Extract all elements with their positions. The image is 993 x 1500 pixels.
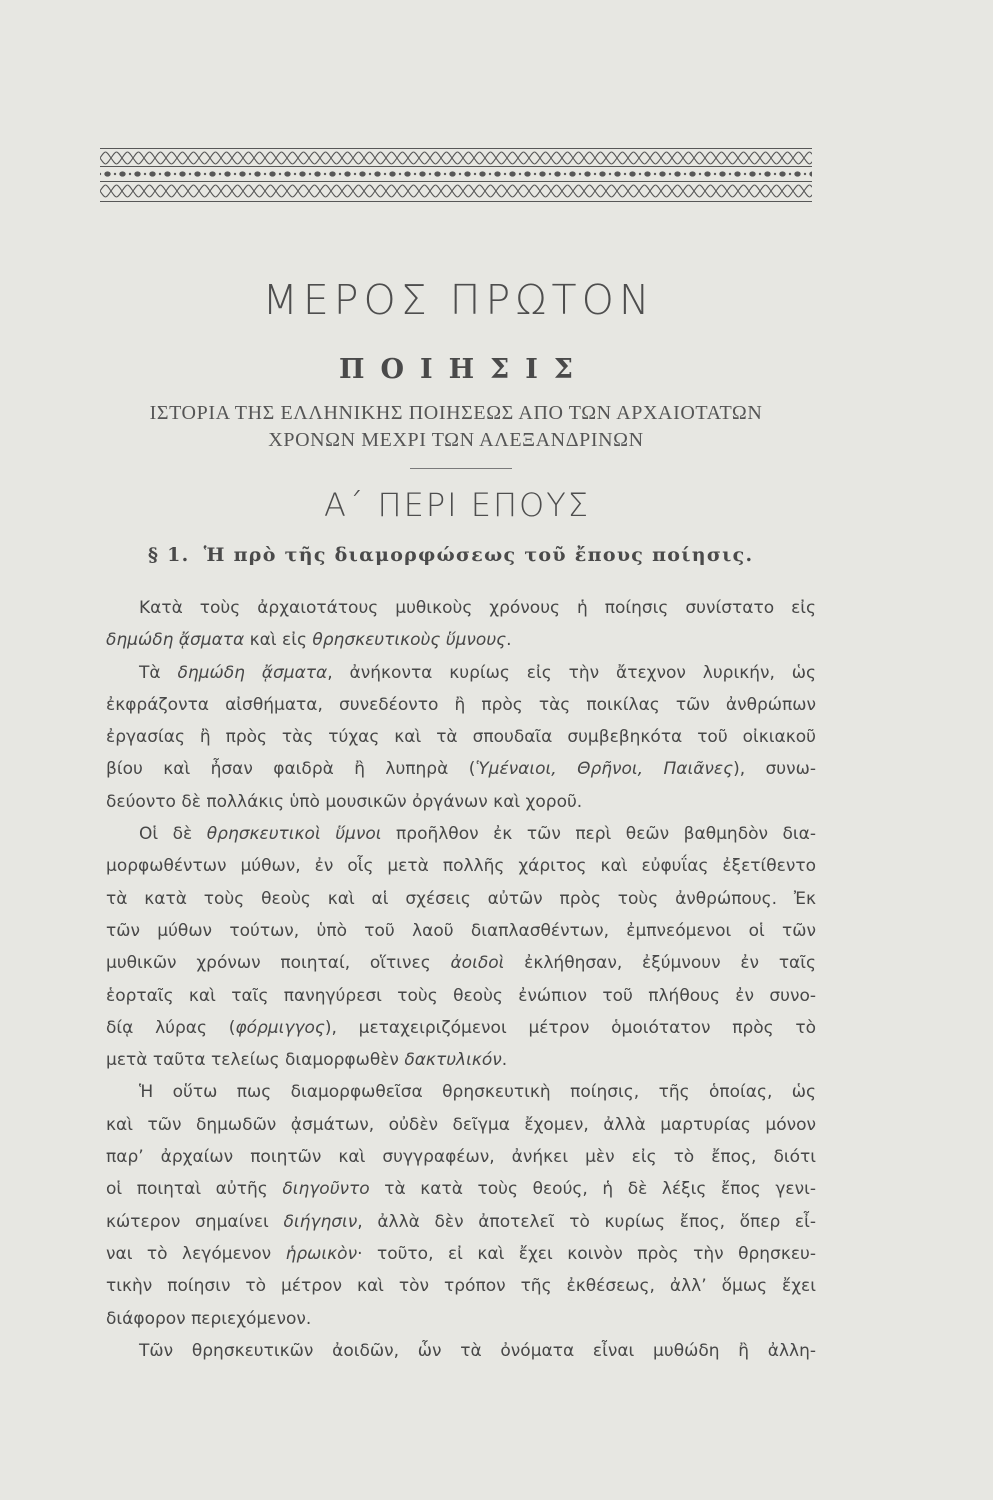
- text-run: Οἱ δὲ: [139, 824, 207, 845]
- emphasized-term: δημώδη ᾄσματα: [177, 662, 328, 683]
- text-line: [106, 1335, 816, 1367]
- text-line: [106, 592, 816, 624]
- divider-rule: [410, 468, 512, 469]
- text-line: [106, 689, 816, 721]
- text-run: δεύοντο δὲ πολλάκις ὑπὸ μουσικῶν ὀργάνων καὶ χοροῦ.: [106, 791, 583, 812]
- emphasized-term: δημώδη ᾄσματα: [106, 630, 245, 651]
- text-run: ), μεταχειριζόμενοι μέτρον ὁμοιότατον πρὸς τὸ: [324, 1017, 817, 1038]
- text-run: ἐκλήθησαν, ἐξύμνουν ἐν ταῖς: [504, 953, 816, 974]
- text-run: , ἀνήκοντα κυρίως εἰς τὴν ἄτεχνον λυρικήν, ὡς: [327, 662, 817, 683]
- text-line: [106, 753, 816, 785]
- text-run: , ἀλλὰ δὲν ἀποτελεῖ τὸ κυρίως ἔπος, ὅπερ εἶ-: [357, 1211, 817, 1232]
- text-line: [106, 980, 816, 1012]
- text-run: .: [501, 1050, 508, 1071]
- text-run: Κατὰ τοὺς ἀρχαιοτάτους μυθικοὺς χρόνους ἡ ποίησις συνίστατο εἰς: [139, 598, 816, 618]
- paragraph: [106, 1335, 816, 1367]
- text-line: [106, 1206, 816, 1238]
- text-run: μετὰ ταῦτα τελείως διαμορφωθὲν: [106, 1050, 405, 1071]
- text-run: Τὰ: [139, 662, 178, 683]
- text-run: δίᾳ λύρας (: [106, 1017, 236, 1038]
- emphasized-term: φόρμιγγος: [235, 1017, 325, 1038]
- text-run: μορφωθέντων μύθων, ἐν οἷς μετὰ πολλῆς χάριτος καὶ εὐφυΐας ἐξετίθεντο: [106, 856, 816, 877]
- text-line: [106, 721, 816, 753]
- text-run: Ἡ οὕτω πως διαμορφωθεῖσα θρησκευτικὴ ποίησις, τῆς ὁποίας, ὡς: [139, 1082, 816, 1103]
- text-run: διάφορον περιεχόμενον.: [106, 1308, 312, 1329]
- text-run: ἑορταῖς καὶ ταῖς πανηγύρεσι τοὺς θεοὺς ἐνώπιον τοῦ πλήθους ἐν συνο-: [106, 985, 816, 1006]
- text-line: [106, 883, 816, 915]
- text-line: [106, 1238, 816, 1270]
- text-run: ), συνω-: [733, 759, 817, 780]
- text-line: [106, 1076, 816, 1108]
- text-run: Τῶν θρησκευτικῶν ἀοιδῶν, ὧν τὰ ὀνόματα εἶναι μυθώδη ἢ ἀλλη-: [139, 1340, 816, 1361]
- text-run: ἐκφράζοντα αἰσθήματα, συνεδέοντο ἢ πρὸς τὰς ποικίλας τῶν ἀνθρώπων: [106, 694, 816, 715]
- text-line: [106, 1270, 816, 1302]
- text-run: τὰ κατὰ τοὺς θεούς, ἡ δὲ λέξις ἔπος γενι-: [369, 1179, 816, 1200]
- part-title: ΜΕΡΟΣ ΠΡΩΤΟΝ: [262, 276, 655, 324]
- emphasized-term: διηγοῦντο: [282, 1179, 370, 1200]
- paragraph-heading: [148, 539, 753, 571]
- text-run: βίου καὶ ἦσαν φαιδρὰ ἢ λυπηρὰ (: [106, 759, 476, 780]
- text-run: μυθικῶν χρόνων ποιηταί, οἵτινες: [106, 953, 451, 974]
- text-line: [106, 786, 816, 818]
- chapter-title: Α΄ ΠΕΡΙ ΕΠΟΥΣ: [324, 486, 590, 524]
- text-run: · τοῦτο, εἰ καὶ ἔχει κοινὸν πρὸς τὴν θρησκευ-: [357, 1243, 816, 1264]
- text-line: [106, 947, 816, 979]
- text-run: τῶν μύθων τούτων, ὑπὸ τοῦ λαοῦ διαπλασθέντων, ἐμπνεόμενοι οἱ τῶν: [106, 920, 816, 941]
- section-title: ΠΟΙΗΣΙΣ: [339, 354, 589, 385]
- text-line: [106, 850, 816, 882]
- text-line: [106, 1012, 816, 1044]
- text-run: ναι τὸ λεγόμενον: [106, 1243, 286, 1264]
- emphasized-term: θρησκευτικοὶ ὕμνοι: [206, 824, 382, 845]
- text-line: [106, 818, 816, 850]
- text-run: τὰ κατὰ τοὺς θεοὺς καὶ αἱ σχέσεις αὐτῶν πρὸς τοὺς ἀνθρώπους. Ἐκ: [106, 888, 816, 909]
- emphasized-term: ἀοιδοὶ: [450, 953, 505, 974]
- text-line: [106, 624, 816, 656]
- subtitle-line: ΧΡΟΝΩΝ ΜΕΧΡΙ ΤΩΝ ΑΛΕΞΑΝΔΡΙΝΩΝ: [268, 429, 644, 451]
- ornament-wave-lower: [100, 184, 812, 198]
- text-run: τικὴν ποίησιν τὸ μέτρον καὶ τὸν τρόπον τῆς ἐκθέσεως, ἀλλ’ ὅμως ἔχει: [106, 1276, 816, 1297]
- text-run: ἐργασίας ἢ πρὸς τὰς τύχας καὶ τὰ σπουδαῖα συμβεβηκότα τοῦ οἰκιακοῦ: [106, 727, 816, 748]
- text-line: [106, 1303, 816, 1335]
- text-run: οἱ ποιηταὶ αὐτῆς: [106, 1179, 283, 1200]
- emphasized-term: δακτυλικόν: [404, 1050, 502, 1071]
- ornament-wave-upper: [100, 151, 812, 165]
- emphasized-term: ἡρωικὸν: [285, 1243, 358, 1264]
- text-run: προῆλθον ἐκ τῶν περὶ θεῶν βαθμηδὸν δια-: [381, 824, 816, 845]
- emphasized-term: διήγησιν: [283, 1211, 358, 1232]
- paragraph-title: Ἡ πρὸ τῆς διαμορφώσεως τοῦ ἔπους ποίησις.: [203, 544, 754, 566]
- ornamental-header-band: [100, 147, 812, 205]
- text-run: παρ’ ἀρχαίων ποιητῶν καὶ συγγραφέων, ἀνήκει μὲν εἰς τὸ ἔπος, διότι: [106, 1147, 816, 1168]
- paragraph: [106, 592, 816, 657]
- emphasized-term: θρησκευτικοὺς ὕμνους: [312, 630, 507, 651]
- text-line: [106, 915, 816, 947]
- paragraph: [106, 818, 816, 1076]
- text-line: [106, 1141, 816, 1173]
- text-run: καὶ τῶν δημωδῶν ᾀσμάτων, οὐδὲν δεῖγμα ἔχομεν, ἀλλὰ μαρτυρίας μόνον: [106, 1114, 816, 1135]
- text-run: καὶ εἰς: [244, 630, 313, 651]
- text-run: κώτερον σημαίνει: [106, 1211, 284, 1232]
- ornament-bead-row: [100, 168, 812, 180]
- text-line: [106, 657, 816, 689]
- text-line: [106, 1109, 816, 1141]
- paragraph: [106, 1076, 816, 1334]
- paragraph: [106, 657, 816, 818]
- text-line: [106, 1173, 816, 1205]
- text-line: [106, 1044, 816, 1076]
- body-text: [106, 592, 816, 1367]
- paragraph-number: § 1.: [148, 544, 190, 566]
- emphasized-term: Ὑμέναιοι, Θρῆνοι, Παιᾶνες: [475, 759, 734, 780]
- subtitle-line: ΙΣΤΟΡΙΑ ΤΗΣ ΕΛΛΗΝΙΚΗΣ ΠΟΙΗΣΕΩΣ ΑΠΟ ΤΩΝ ΑΡΧΑΙΟΤΑΤΩΝ: [149, 402, 763, 424]
- text-run: .: [506, 630, 512, 651]
